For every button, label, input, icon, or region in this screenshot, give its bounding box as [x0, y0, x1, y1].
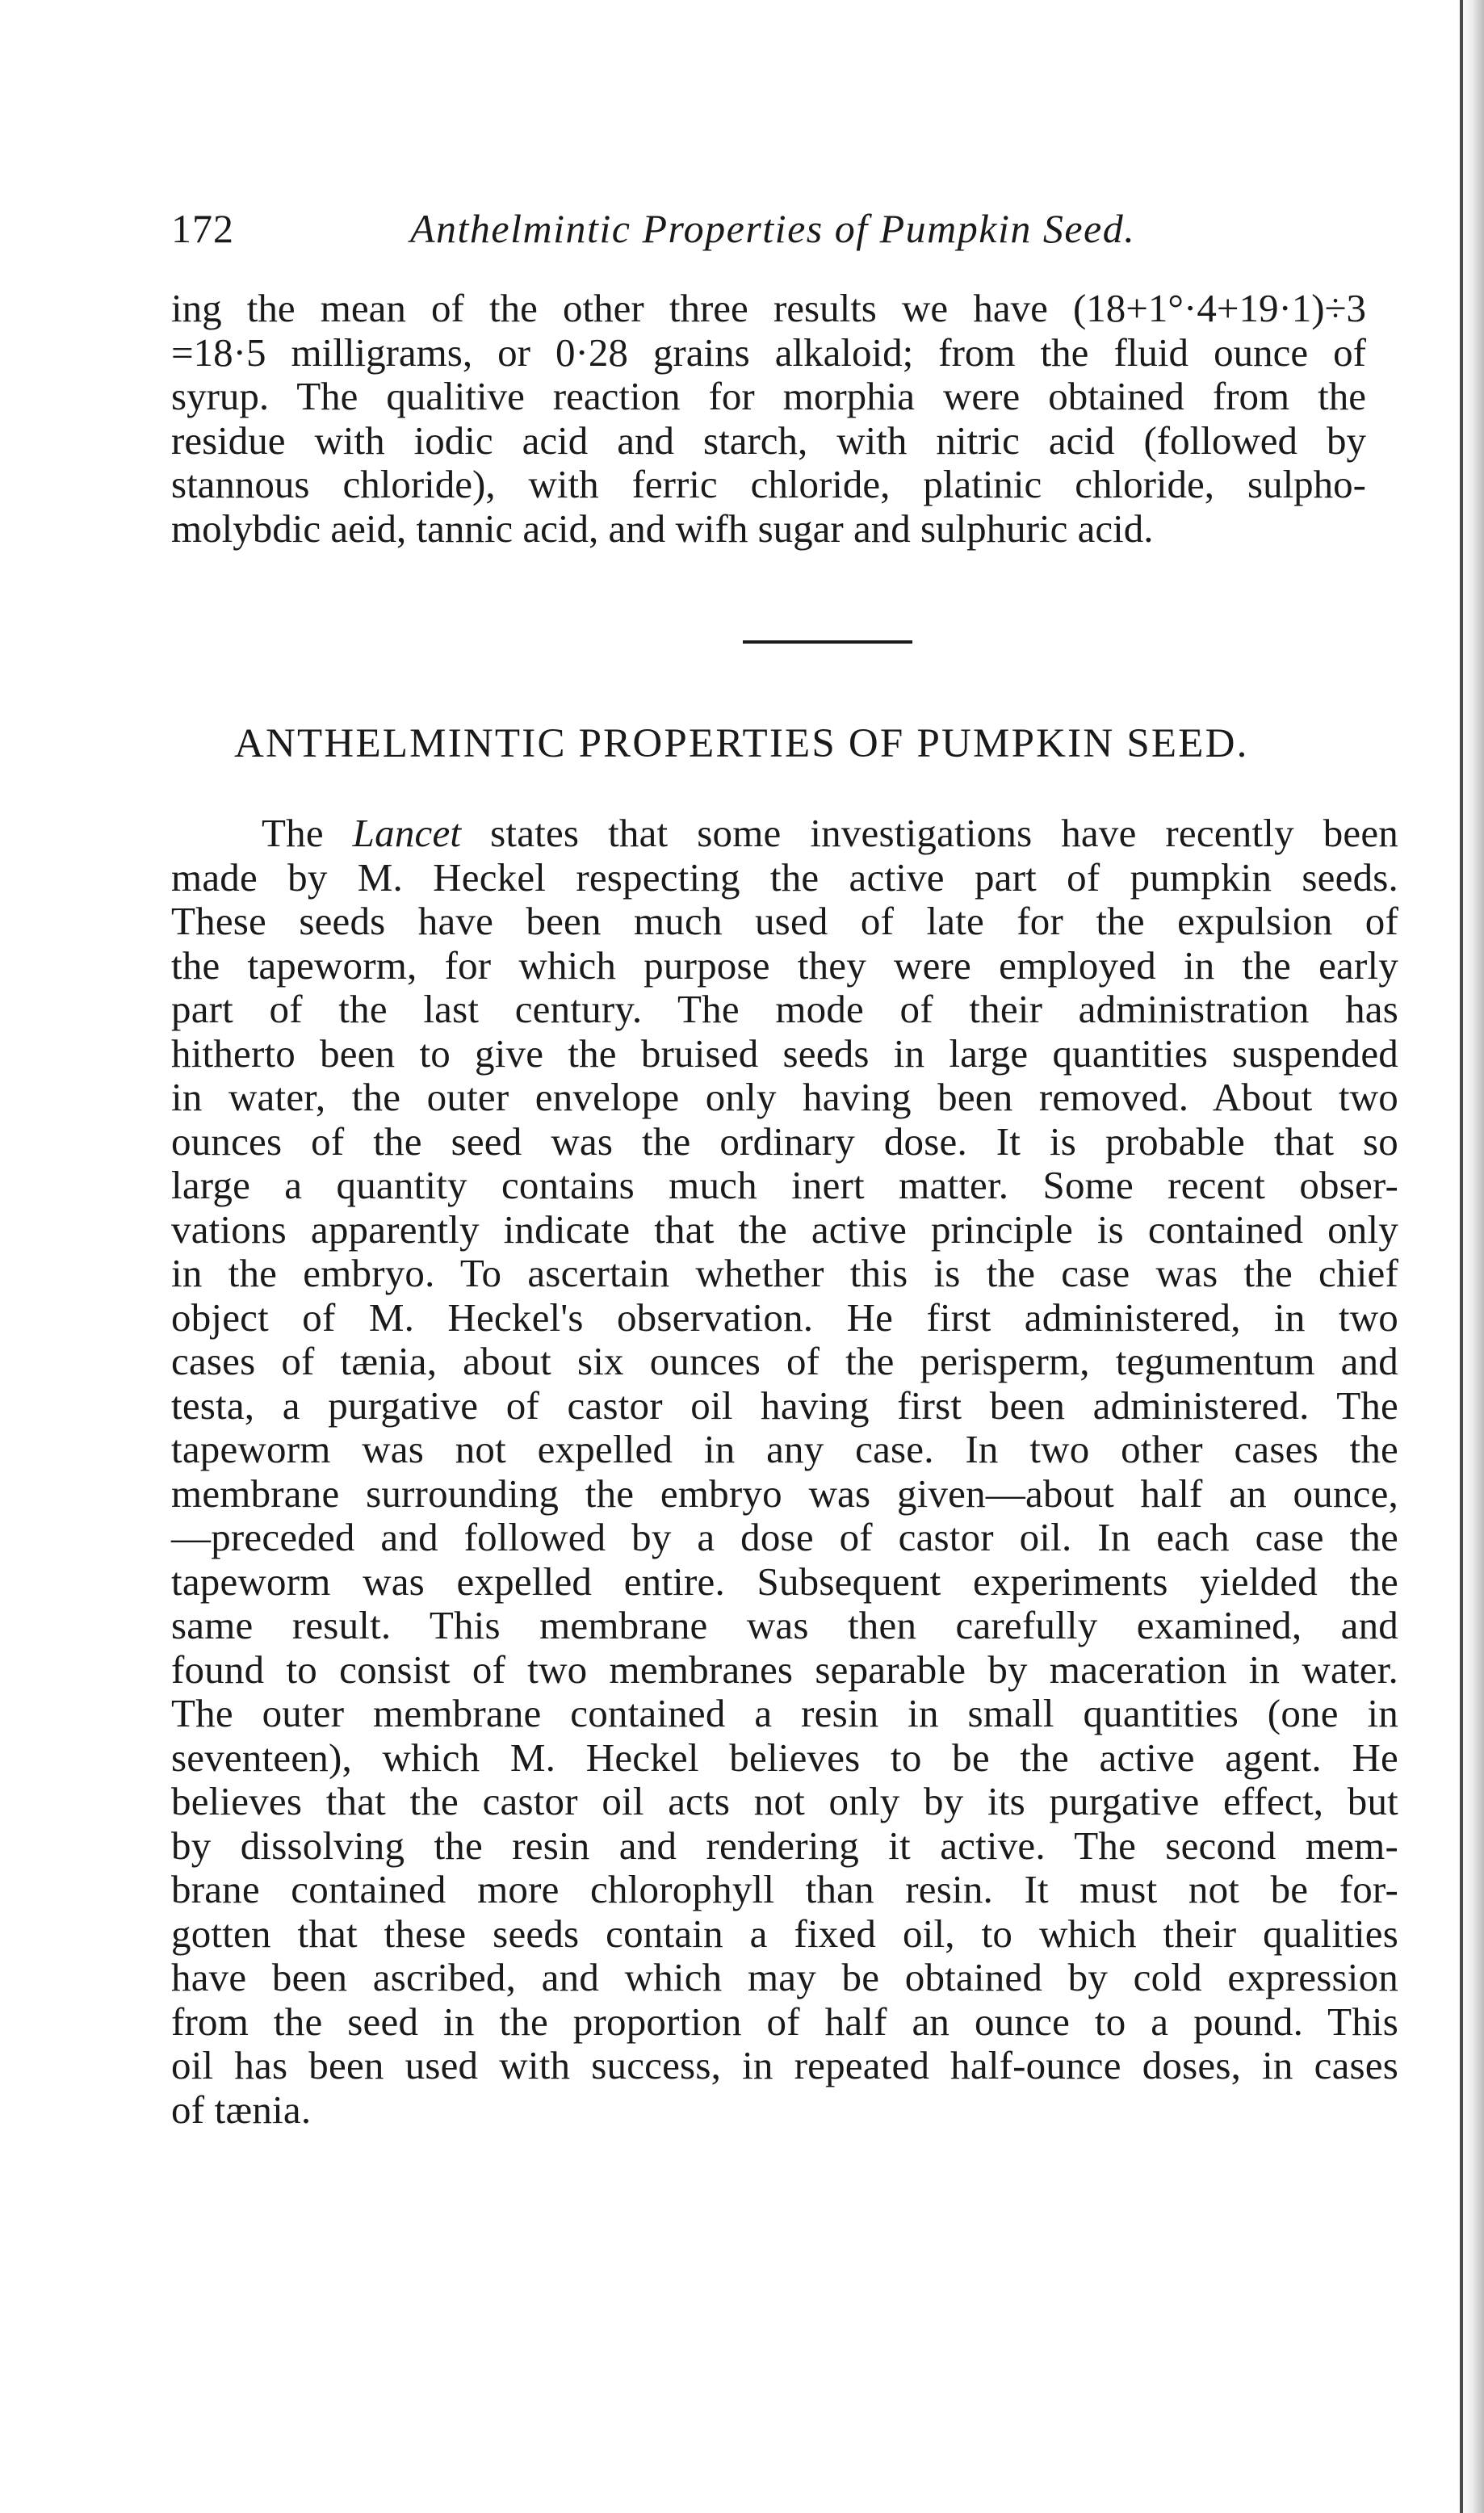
text-line: large a quantity contains much inert matter. Some recent obser- [171, 1163, 1398, 1207]
running-title: Anthelmintic Properties of Pumpkin Seed. [410, 206, 1136, 251]
text-line: brane contained more chlorophyll than resin. It must not be for- [171, 1867, 1398, 1911]
text-line: hitherto been to give the bruised seeds in large quantities suspended [171, 1030, 1398, 1076]
text-line: testa, a purgative of castor oil having first been administered. The [171, 1382, 1398, 1428]
text-line: part of the last century. The mode of their administration has [171, 987, 1398, 1031]
text-line: in the embryo. To ascertain whether this is the case was the chief [171, 1251, 1398, 1295]
text-line: The outer membrane contained a resin in small quantities (one in [171, 1691, 1398, 1735]
article-title: ANTHELMINTIC PROPERTIES OF PUMPKIN SEED. [234, 721, 1249, 766]
text-line: object of M. Heckel's observation. He first administered, in two [171, 1294, 1398, 1340]
text-line-last: of tænia. [171, 2087, 312, 2132]
journal-name-italic: Lancet [352, 811, 462, 855]
text-line: by dissolving the resin and rendering it active. The second mem- [171, 1823, 1398, 1868]
text-line: made by M. Heckel respecting the active part of pumpkin seeds. [171, 854, 1398, 900]
text-line: vations apparently indicate that the active principle is contained only [171, 1206, 1398, 1252]
text-run: The [262, 811, 353, 855]
text-line-first [171, 812, 1398, 856]
running-header [171, 205, 1253, 262]
text-line: membrane surrounding the embryo was given—about half an ounce, [171, 1470, 1398, 1516]
text-line: seventeen), which M. Heckel believes to be the active agent. He [171, 1735, 1398, 1780]
text-line: tapeworm was expelled entire. Subsequent experiments yielded the [171, 1559, 1398, 1604]
text-line: oil has been used with success, in repeated half-ounce doses, in cases [171, 2043, 1398, 2087]
text-run: states that some investigations have recently been [461, 811, 1398, 855]
text-line: from the seed in the proportion of half an ounce to a pound. This [171, 1999, 1398, 2044]
article-body [171, 812, 1398, 2132]
text-line: ing the mean of the other three results we have (18+1°·4+19·1)÷3 [171, 286, 1366, 330]
text-line: molybdic aeid, tannic acid, and wifh sugar and sulphuric acid. [171, 506, 1154, 551]
text-line: same result. This membrane was then carefully examined, and [171, 1603, 1398, 1647]
page-edge-line [1460, 0, 1463, 2513]
text-line: residue with iodic acid and starch, with nitric acid (followed by [171, 417, 1366, 463]
text-line: —preceded and followed by a dose of castor oil. In each case the [171, 1515, 1398, 1559]
text-line: found to consist of two membranes separable by maceration in water. [171, 1647, 1398, 1692]
text-line: believes that the castor oil acts not only by its purgative effect, but [171, 1779, 1398, 1823]
text-line: tapeworm was not expelled in any case. In two other cases the [171, 1427, 1398, 1471]
section-divider-rule [743, 640, 912, 644]
text-line: syrup. The qualitive reaction for morphia were obtained from the [171, 374, 1366, 418]
text-line: stannous chloride), with ferric chloride, platinic chloride, sulpho- [171, 462, 1366, 506]
text-line: the tapeworm, for which purpose they were employed in the early [171, 942, 1398, 988]
text-line: These seeds have been much used of late for the expulsion of [171, 899, 1398, 943]
text-line: cases of tænia, about six ounces of the perisperm, tegumentum and [171, 1339, 1398, 1383]
text-line: have been ascribed, and which may be obtained by cold expression [171, 1955, 1398, 1999]
text-line: gotten that these seeds contain a fixed oil, to which their qualities [171, 1911, 1398, 1956]
page-number: 172 [171, 206, 234, 251]
previous-article-text [171, 287, 1366, 551]
text-line: in water, the outer envelope only having been removed. About two [171, 1075, 1398, 1119]
text-line: ounces of the seed was the ordinary dose. It is probable that so [171, 1118, 1398, 1164]
text-line: =18·5 milligrams, or 0·28 grains alkaloid; from the fluid ounce of [171, 329, 1366, 375]
